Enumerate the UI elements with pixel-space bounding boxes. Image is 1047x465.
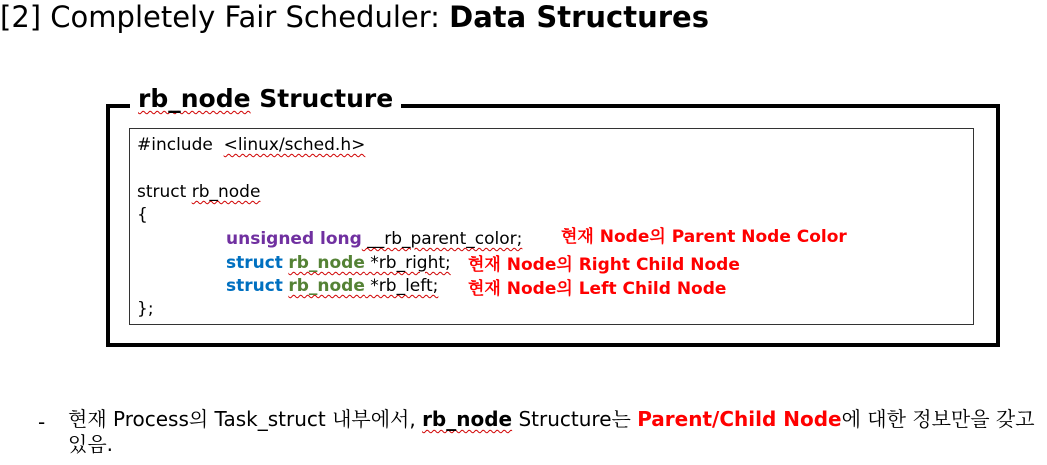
frame-label [130, 84, 401, 114]
code-field-rb-left [226, 276, 438, 296]
field-type-keyword: struct [226, 253, 283, 273]
code-field-rb-right [226, 253, 451, 273]
bullet-text-part3: 에 대한 정보만을 갖고 있음. [68, 407, 1035, 456]
bullet-text [68, 407, 1043, 457]
code-close-brace: }; [137, 299, 154, 319]
slide-title [0, 0, 709, 34]
code-field-parent-color [226, 229, 522, 249]
code-struct-line [137, 182, 260, 202]
bullet-rb-node: rb_node [422, 407, 513, 431]
bullet-dash: - [38, 410, 46, 434]
field-declarator: *rb_right; [364, 253, 451, 273]
code-open-brace: { [137, 205, 148, 225]
code-include-line [137, 135, 365, 155]
struct-name: rb_node [191, 182, 261, 202]
frame-label-suffix: Structure [250, 84, 394, 113]
field-type-keyword: unsigned long [226, 229, 362, 249]
field-type-name: rb_node [288, 276, 365, 296]
title-prefix: [2] Completely Fair Scheduler: [0, 0, 450, 34]
frame-label-name: rb_node [138, 84, 251, 113]
struct-keyword: struct [137, 182, 192, 202]
comment-right-child: 현재 Node의 Right Child Node [468, 255, 740, 275]
bullet-parent-child: Parent/Child Node [637, 407, 842, 431]
bullet-text-part2: Structure는 [512, 407, 638, 431]
field-type-keyword: struct [226, 276, 283, 296]
field-declarator: __rb_parent_color; [361, 229, 523, 249]
comment-left-child: 현재 Node의 Left Child Node [468, 279, 727, 299]
field-type-name: rb_node [288, 253, 365, 273]
comment-parent-color: 현재 Node의 Parent Node Color [561, 227, 847, 247]
title-bold: Data Structures [449, 0, 709, 34]
field-declarator: *rb_left; [364, 276, 439, 296]
bullet-text-part1: 현재 Process의 Task_struct 내부에서, [68, 407, 423, 431]
include-header: <linux/sched.h> [223, 135, 366, 155]
include-directive: #include [137, 135, 213, 155]
